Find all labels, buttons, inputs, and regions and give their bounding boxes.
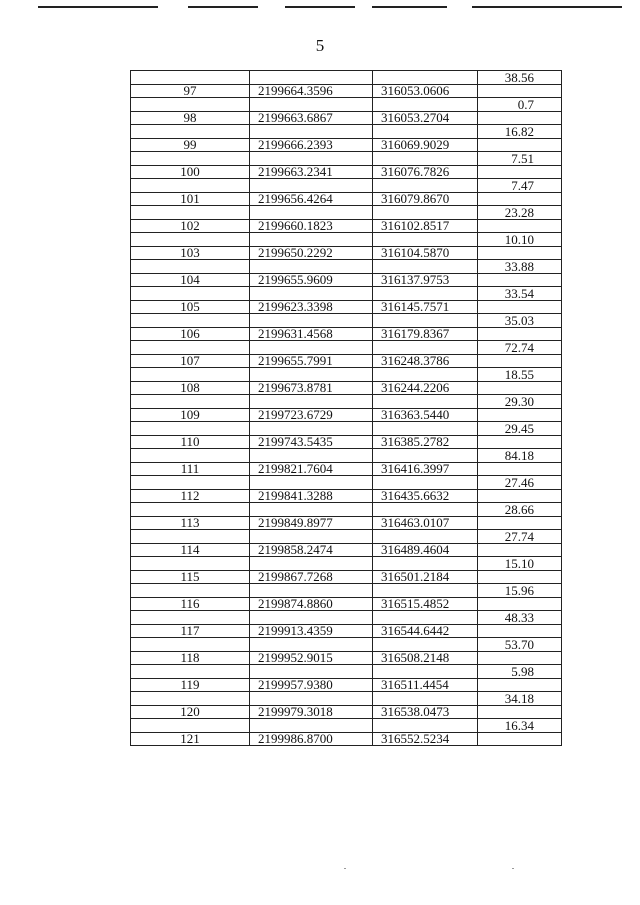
table-cell	[250, 422, 373, 436]
point-number-cell: 118	[131, 651, 250, 665]
y-coordinate-cell: 316102.8517	[373, 219, 478, 233]
point-row	[131, 354, 562, 368]
table-cell	[131, 206, 250, 220]
point-number-cell: 110	[131, 435, 250, 449]
table-cell	[478, 381, 562, 395]
y-coordinate-cell: 316544.6442	[373, 624, 478, 638]
distance-row	[131, 395, 562, 409]
x-coordinate-cell: 2199874.8860	[250, 597, 373, 611]
table-cell	[131, 287, 250, 301]
y-coordinate-cell: 316079.8670	[373, 192, 478, 206]
distance-cell: 33.88	[478, 260, 562, 274]
table-cell	[478, 489, 562, 503]
point-row	[131, 489, 562, 503]
point-number-cell: 116	[131, 597, 250, 611]
table-cell	[250, 584, 373, 598]
table-cell	[250, 530, 373, 544]
table-cell	[250, 341, 373, 355]
y-coordinate-cell: 316435.6632	[373, 489, 478, 503]
point-number-cell: 100	[131, 165, 250, 179]
point-row	[131, 192, 562, 206]
point-row	[131, 435, 562, 449]
table-cell	[373, 557, 478, 571]
table-cell	[478, 678, 562, 692]
distance-row	[131, 314, 562, 328]
table-cell	[131, 341, 250, 355]
table-cell	[131, 503, 250, 517]
table-cell	[478, 597, 562, 611]
y-coordinate-cell: 316508.2148	[373, 651, 478, 665]
distance-row	[131, 503, 562, 517]
table-cell	[250, 287, 373, 301]
table-cell	[250, 233, 373, 247]
header-rule-5	[472, 6, 622, 8]
table-cell	[250, 260, 373, 274]
table-cell	[131, 179, 250, 193]
table-cell	[373, 125, 478, 139]
table-cell	[250, 719, 373, 733]
table-cell	[478, 300, 562, 314]
point-number-cell: 114	[131, 543, 250, 557]
distance-cell: 33.54	[478, 287, 562, 301]
point-number-cell: 107	[131, 354, 250, 368]
table-cell	[250, 638, 373, 652]
y-coordinate-cell: 316069.9029	[373, 138, 478, 152]
table-cell	[478, 516, 562, 530]
table-cell	[250, 98, 373, 112]
table-cell	[131, 692, 250, 706]
point-row	[131, 84, 562, 98]
table-cell	[131, 152, 250, 166]
table-cell	[373, 584, 478, 598]
point-row	[131, 543, 562, 557]
distance-row	[131, 692, 562, 706]
table-cell	[373, 530, 478, 544]
point-number-cell: 111	[131, 462, 250, 476]
x-coordinate-cell: 2199660.1823	[250, 219, 373, 233]
distance-cell: 29.30	[478, 395, 562, 409]
table-cell	[478, 543, 562, 557]
coordinates-table-body	[131, 71, 562, 746]
distance-row	[131, 422, 562, 436]
table-cell	[250, 368, 373, 382]
point-number-cell: 113	[131, 516, 250, 530]
table-cell	[373, 368, 478, 382]
distance-cell: 7.51	[478, 152, 562, 166]
distance-cell: 48.33	[478, 611, 562, 625]
table-cell	[131, 611, 250, 625]
table-cell	[131, 719, 250, 733]
y-coordinate-cell: 316515.4852	[373, 597, 478, 611]
y-coordinate-cell: 316511.4454	[373, 678, 478, 692]
scan-speck	[344, 868, 346, 869]
table-cell	[131, 476, 250, 490]
point-number-cell: 104	[131, 273, 250, 287]
table-cell	[250, 665, 373, 679]
y-coordinate-cell: 316463.0107	[373, 516, 478, 530]
table-cell	[478, 354, 562, 368]
distance-cell: 23.28	[478, 206, 562, 220]
table-cell	[131, 125, 250, 139]
table-cell	[131, 557, 250, 571]
table-cell	[250, 476, 373, 490]
x-coordinate-cell: 2199858.2474	[250, 543, 373, 557]
point-number-cell: 105	[131, 300, 250, 314]
distance-row	[131, 449, 562, 463]
y-coordinate-cell: 316385.2782	[373, 435, 478, 449]
table-cell	[478, 138, 562, 152]
table-cell	[131, 98, 250, 112]
x-coordinate-cell: 2199913.4359	[250, 624, 373, 638]
distance-row	[131, 719, 562, 733]
table-cell	[131, 233, 250, 247]
point-row	[131, 624, 562, 638]
point-number-cell: 103	[131, 246, 250, 260]
table-cell	[373, 449, 478, 463]
distance-row	[131, 287, 562, 301]
point-number-cell: 120	[131, 705, 250, 719]
point-number-cell: 102	[131, 219, 250, 233]
point-number-cell: 106	[131, 327, 250, 341]
distance-cell: 29.45	[478, 422, 562, 436]
point-row	[131, 597, 562, 611]
y-coordinate-cell: 316538.0473	[373, 705, 478, 719]
table-cell	[373, 476, 478, 490]
table-cell	[478, 165, 562, 179]
y-coordinate-cell: 316416.3997	[373, 462, 478, 476]
distance-cell: 15.10	[478, 557, 562, 571]
table-cell	[373, 341, 478, 355]
coordinates-table	[130, 70, 562, 746]
header-rule-2	[188, 6, 258, 8]
distance-row	[131, 233, 562, 247]
point-number-cell: 109	[131, 408, 250, 422]
point-row	[131, 732, 562, 746]
point-row	[131, 381, 562, 395]
distance-cell: 16.34	[478, 719, 562, 733]
y-coordinate-cell: 316053.0606	[373, 84, 478, 98]
y-coordinate-cell: 316179.8367	[373, 327, 478, 341]
x-coordinate-cell: 2199841.3288	[250, 489, 373, 503]
table-cell	[250, 611, 373, 625]
distance-cell: 5.98	[478, 665, 562, 679]
distance-cell: 7.47	[478, 179, 562, 193]
table-cell	[373, 71, 478, 85]
distance-row	[131, 611, 562, 625]
header-rule-4	[372, 6, 447, 8]
distance-cell: 10.10	[478, 233, 562, 247]
x-coordinate-cell: 2199623.3398	[250, 300, 373, 314]
point-number-cell: 101	[131, 192, 250, 206]
table-cell	[373, 152, 478, 166]
distance-row	[131, 179, 562, 193]
distance-cell: 18.55	[478, 368, 562, 382]
distance-row	[131, 368, 562, 382]
table-cell	[131, 395, 250, 409]
table-cell	[131, 665, 250, 679]
table-cell	[478, 462, 562, 476]
y-coordinate-cell: 316104.5870	[373, 246, 478, 260]
x-coordinate-cell: 2199673.8781	[250, 381, 373, 395]
distance-cell: 35.03	[478, 314, 562, 328]
table-cell	[373, 260, 478, 274]
table-cell	[478, 246, 562, 260]
table-cell	[250, 449, 373, 463]
distance-row	[131, 341, 562, 355]
distance-cell: 15.96	[478, 584, 562, 598]
page-number: 5	[315, 36, 325, 55]
distance-row	[131, 638, 562, 652]
y-coordinate-cell: 316145.7571	[373, 300, 478, 314]
distance-cell: 53.70	[478, 638, 562, 652]
point-number-cell: 98	[131, 111, 250, 125]
distance-cell: 0.7	[478, 98, 562, 112]
distance-cell: 38.56	[478, 71, 562, 85]
table-cell	[373, 179, 478, 193]
x-coordinate-cell: 2199663.6867	[250, 111, 373, 125]
x-coordinate-cell: 2199986.8700	[250, 732, 373, 746]
x-coordinate-cell: 2199723.6729	[250, 408, 373, 422]
point-number-cell: 119	[131, 678, 250, 692]
table-cell	[250, 206, 373, 220]
x-coordinate-cell: 2199867.7268	[250, 570, 373, 584]
point-row	[131, 138, 562, 152]
table-cell	[373, 314, 478, 328]
table-cell	[478, 408, 562, 422]
y-coordinate-cell: 316489.4604	[373, 543, 478, 557]
point-row	[131, 165, 562, 179]
point-row	[131, 246, 562, 260]
x-coordinate-cell: 2199656.4264	[250, 192, 373, 206]
distance-cell: 72.74	[478, 341, 562, 355]
table-cell	[478, 219, 562, 233]
x-coordinate-cell: 2199655.7991	[250, 354, 373, 368]
distance-row	[131, 260, 562, 274]
table-cell	[478, 84, 562, 98]
point-row	[131, 111, 562, 125]
y-coordinate-cell: 316137.9753	[373, 273, 478, 287]
point-number-cell: 121	[131, 732, 250, 746]
table-cell	[373, 233, 478, 247]
point-number-cell: 112	[131, 489, 250, 503]
x-coordinate-cell: 2199664.3596	[250, 84, 373, 98]
point-row	[131, 705, 562, 719]
table-cell	[131, 530, 250, 544]
table-cell	[250, 179, 373, 193]
table-cell	[373, 503, 478, 517]
point-row	[131, 462, 562, 476]
table-cell	[478, 732, 562, 746]
table-cell	[250, 125, 373, 139]
point-row	[131, 651, 562, 665]
y-coordinate-cell: 316552.5234	[373, 732, 478, 746]
point-row	[131, 273, 562, 287]
point-number-cell: 117	[131, 624, 250, 638]
table-cell	[131, 638, 250, 652]
header-rule-1	[38, 6, 158, 8]
table-cell	[478, 624, 562, 638]
scan-speck	[512, 868, 514, 869]
x-coordinate-cell: 2199979.3018	[250, 705, 373, 719]
table-cell	[373, 638, 478, 652]
y-coordinate-cell: 316248.3786	[373, 354, 478, 368]
point-row	[131, 327, 562, 341]
table-cell	[131, 260, 250, 274]
point-row	[131, 300, 562, 314]
x-coordinate-cell: 2199957.9380	[250, 678, 373, 692]
point-number-cell: 115	[131, 570, 250, 584]
point-row	[131, 516, 562, 530]
table-cell	[373, 692, 478, 706]
x-coordinate-cell: 2199655.9609	[250, 273, 373, 287]
distance-row	[131, 530, 562, 544]
distance-row	[131, 665, 562, 679]
x-coordinate-cell: 2199650.2292	[250, 246, 373, 260]
table-cell	[478, 273, 562, 287]
x-coordinate-cell: 2199663.2341	[250, 165, 373, 179]
table-cell	[250, 692, 373, 706]
table-cell	[250, 152, 373, 166]
table-cell	[373, 98, 478, 112]
point-number-cell: 99	[131, 138, 250, 152]
table-cell	[250, 71, 373, 85]
distance-row	[131, 584, 562, 598]
x-coordinate-cell: 2199849.8977	[250, 516, 373, 530]
point-row	[131, 219, 562, 233]
point-row	[131, 408, 562, 422]
table-cell	[478, 192, 562, 206]
y-coordinate-cell: 316053.2704	[373, 111, 478, 125]
table-cell	[373, 287, 478, 301]
table-cell	[250, 557, 373, 571]
distance-row	[131, 152, 562, 166]
table-cell	[131, 71, 250, 85]
header-rule-3	[285, 6, 355, 8]
distance-row	[131, 557, 562, 571]
distance-row	[131, 476, 562, 490]
x-coordinate-cell: 2199666.2393	[250, 138, 373, 152]
table-cell	[373, 422, 478, 436]
point-number-cell: 97	[131, 84, 250, 98]
x-coordinate-cell: 2199952.9015	[250, 651, 373, 665]
distance-cell: 27.74	[478, 530, 562, 544]
table-cell	[373, 611, 478, 625]
table-cell	[131, 449, 250, 463]
distance-row	[131, 98, 562, 112]
y-coordinate-cell: 316363.5440	[373, 408, 478, 422]
y-coordinate-cell: 316076.7826	[373, 165, 478, 179]
table-cell	[373, 206, 478, 220]
table-cell	[478, 570, 562, 584]
table-cell	[131, 314, 250, 328]
table-cell	[478, 435, 562, 449]
y-coordinate-cell: 316244.2206	[373, 381, 478, 395]
distance-cell: 27.46	[478, 476, 562, 490]
table-cell	[250, 395, 373, 409]
x-coordinate-cell: 2199821.7604	[250, 462, 373, 476]
table-cell	[478, 327, 562, 341]
x-coordinate-cell: 2199743.5435	[250, 435, 373, 449]
distance-row	[131, 206, 562, 220]
table-cell	[478, 111, 562, 125]
x-coordinate-cell: 2199631.4568	[250, 327, 373, 341]
distance-cell: 84.18	[478, 449, 562, 463]
table-cell	[478, 651, 562, 665]
point-number-cell: 108	[131, 381, 250, 395]
table-cell	[478, 705, 562, 719]
distance-cell: 16.82	[478, 125, 562, 139]
distance-row	[131, 125, 562, 139]
table-cell	[250, 503, 373, 517]
y-coordinate-cell: 316501.2184	[373, 570, 478, 584]
table-cell	[131, 422, 250, 436]
distance-cell: 28.66	[478, 503, 562, 517]
table-cell	[373, 395, 478, 409]
table-cell	[131, 584, 250, 598]
table-cell	[131, 368, 250, 382]
point-row	[131, 678, 562, 692]
table-cell	[373, 719, 478, 733]
point-row	[131, 570, 562, 584]
table-row	[131, 71, 562, 85]
table-cell	[250, 314, 373, 328]
table-cell	[373, 665, 478, 679]
distance-cell: 34.18	[478, 692, 562, 706]
